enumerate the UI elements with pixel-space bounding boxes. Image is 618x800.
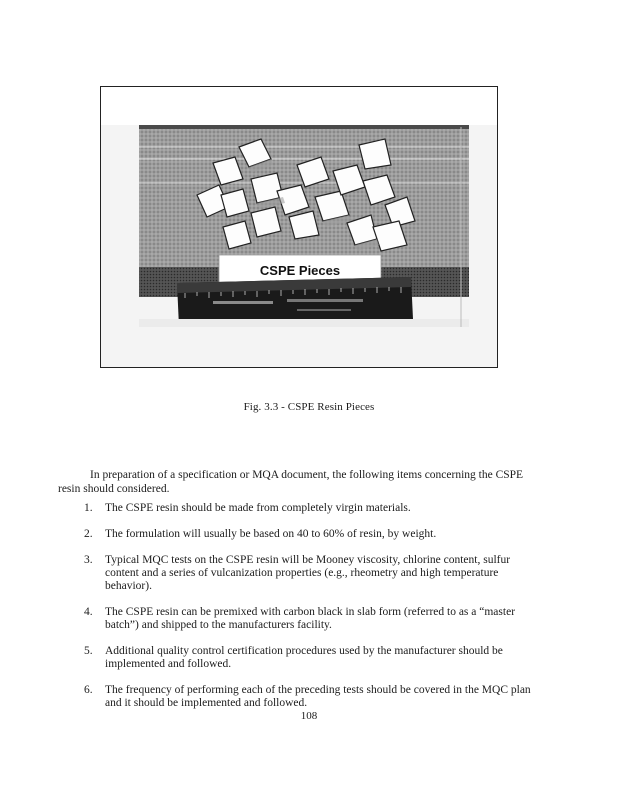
resin-pieces-photo: [101, 87, 497, 367]
requirements-list: [84, 502, 532, 710]
figure-photo: [100, 86, 498, 368]
list-item: [84, 684, 532, 710]
photo-label: CSPE Pieces: [259, 263, 341, 278]
item-text: Additional quality control certification procedures used by the manufacturer should be implemented and followed.: [105, 645, 503, 670]
item-number: 4.: [84, 606, 93, 618]
item-number: 6.: [84, 684, 93, 696]
intro-paragraph: In preparation of a specification or MQA document, the following items concerning the CSPE resin should considered.: [58, 469, 524, 495]
item-text: The CSPE resin should be made from completely virgin materials.: [105, 502, 411, 514]
list-item: [84, 645, 532, 671]
item-number: 5.: [84, 645, 93, 657]
item-number: 2.: [84, 528, 93, 540]
item-number: 1.: [84, 502, 93, 514]
list-item: [84, 606, 532, 632]
item-text: The frequency of performing each of the preceding tests should be covered in the MQC plan and it should be implemented and followed.: [105, 684, 531, 709]
item-text: Typical MQC tests on the CSPE resin will be Mooney viscosity, chlorine content, sulfur content and a series of vulcanization properties (e.g., rheometry and high temperature behavior).: [105, 554, 511, 592]
item-text: The CSPE resin can be premixed with carbon black in slab form (referred to as a “master batch”) and shipped to the manufacturers facility.: [105, 606, 516, 631]
item-text: The formulation will usually be based on 40 to 60% of resin, by weight.: [105, 528, 437, 540]
page-number: 108: [300, 710, 318, 722]
list-item: [84, 502, 532, 515]
list-item: [84, 528, 532, 541]
list-item: [84, 554, 532, 593]
figure-caption: Fig. 3.3 - CSPE Resin Pieces: [243, 401, 375, 413]
item-number: 3.: [84, 554, 93, 566]
